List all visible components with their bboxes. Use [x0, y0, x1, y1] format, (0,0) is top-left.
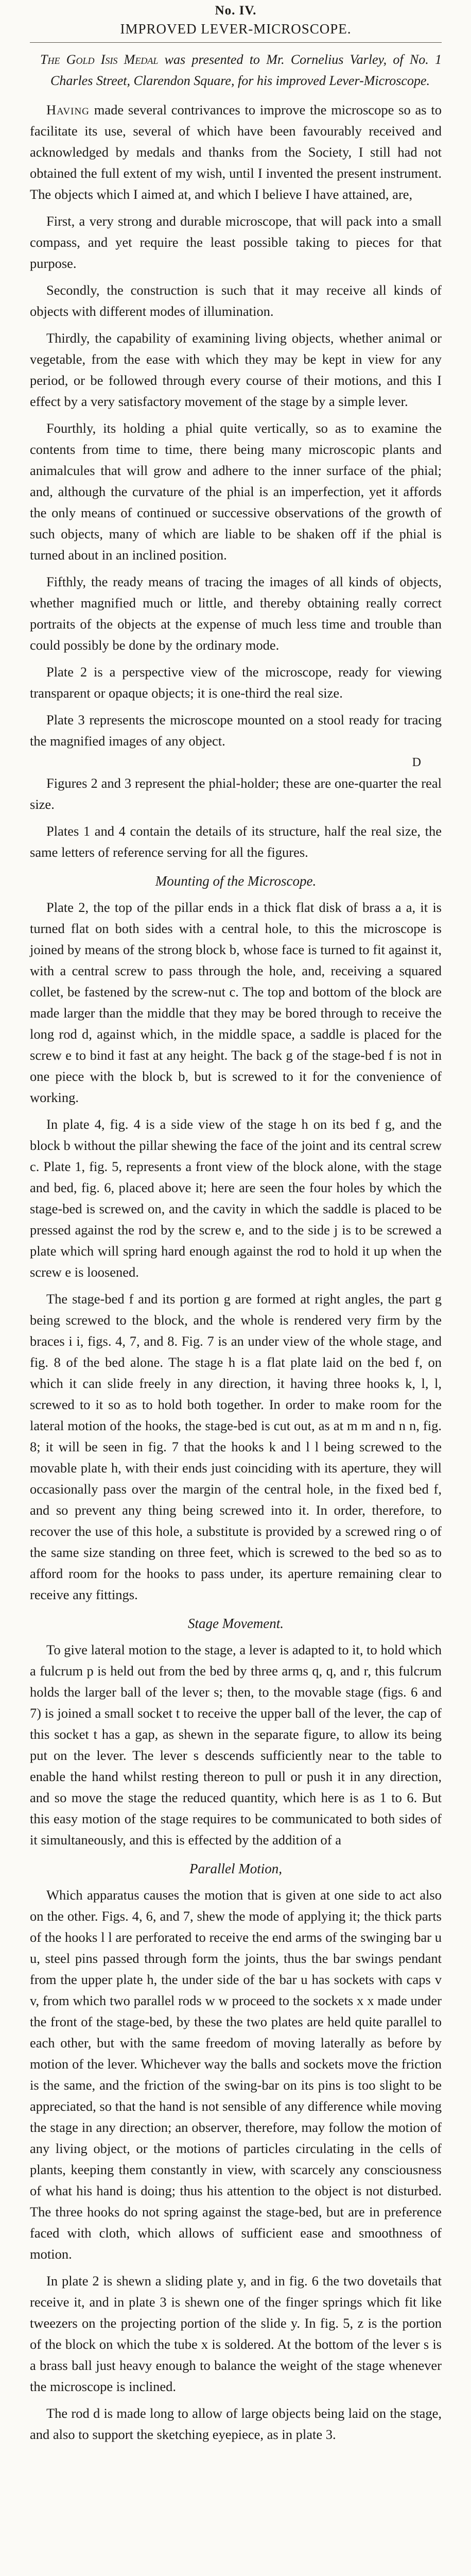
document-number: No. IV. [215, 4, 257, 18]
intro-paragraph-6: Fifthly, the ready means of tracing the images of all kinds of objects, whether magnified much or little, and thereby obtaining really correct portraits of the objects at the expense of much less time and trouble than could possibly be done by the ordinary mode. [30, 574, 442, 653]
intro-paragraph-1-text: made several contrivances to improve the microscope so as to facilitate its use, several of which have been favourably received and acknowledged by medals and thanks from the Society, I still had not obtained the full extent of my wish, until I invented the present instrument. The objects which I aimed at, and which I believe I have attained, are, [30, 102, 442, 202]
section-heading-mounting: Mounting of the Microscope. [155, 873, 317, 889]
intro-paragraph-3: Secondly, the construction is such that it may receive all kinds of objects with different modes of illumination. [30, 282, 442, 319]
intro-paragraph-2: First, a very strong and durable microscope, that will pack into a small compass, and yet require the least possible taking to pieces for that purpose. [30, 213, 442, 271]
stage-movement-paragraph-1: To give lateral motion to the stage, a lever is adapted to it, to hold which a fulcrum p is held out from the bed by three arms q, q, and r, this fulcrum holds the larger ball of the lever s; then, to the movable stage (figs. 6 and 7) is joined a small socket t to receive the upper ball of the lever, the cap of this socket t has a gap, as shewn in the separate figure, to allow its being put on the lever. The lever s descends sufficiently near to the table to enable the hand whilst resting thereon to pull or push it in any direction, and so move the stage the reduced quantity, which here is as 1 to 6. But this easy motion of the stage requires to be communicated to both sides of it simultaneously, and this is effected by the addition of a [30, 1642, 442, 1848]
intro-lead-word: Having [46, 102, 90, 117]
title-divider [30, 42, 442, 43]
section-heading-parallel-motion: Parallel Motion, [189, 1861, 282, 1876]
intro-paragraph-8: Plate 3 represents the microscope mounted on a stool ready for tracing the magnified images of any object. [30, 712, 442, 749]
signature-mark: D [412, 756, 421, 769]
document-page [30, 3, 442, 2451]
medal-note [30, 49, 442, 91]
intro-paragraph-10: Plates 1 and 4 contain the details of its structure, half the real size, the same letters of reference serving for all the figures. [30, 823, 442, 860]
document-title: IMPROVED LEVER-MICROSCOPE. [120, 21, 352, 37]
mounting-paragraph-3: The stage-bed f and its portion g are formed at right angles, the part g being screwed to the block, and the whole is rendered very firm by the braces i i, figs. 4, 7, and 8. Fig. 7 is an under view of the whole stage, and fig. 8 of the bed alone. The stage h is a flat plate laid on the bed f, on which it can slide freely in any direction, it having three hooks k, l, l, screwed to it so as to hold both together. In order to make room for the lateral motion of the hooks, the stage-bed is cut out, as at m m and n n, fig. 8; it will be seen in fig. 7 that the hooks k and l l being screwed to the movable plate h, with their ends just coinciding with its aperture, they will occasionally pass over the margin of the central hole, in the fixed bed f, and so prevent any thing being screwed into it. In order, therefore, to recover the use of this hole, a substitute is provided by a screwed ring o of the same size standing on three feet, which is screwed to the bed so as to afford room for the hooks to pass under, its aperture remaining clear to receive any fittings. [30, 1291, 442, 1602]
parallel-motion-paragraph-3: The rod d is made long to allow of large objects being laid on the stage, and also to support the sketching eyepiece, as in plate 3. [30, 2405, 442, 2442]
intro-paragraph-9: Figures 2 and 3 represent the phial-holder; these are one-quarter the real size. [30, 775, 442, 812]
section-heading-stage-movement: Stage Movement. [188, 1616, 284, 1631]
mounting-paragraph-1: Plate 2, the top of the pillar ends in a thick flat disk of brass a a, it is turned flat on both sides with a central hole, to this the microscope is joined by means of the strong block b, whose face is turned to fit against it, with a central screw to pass through the hole, and, receiving a squared collet, be fastened by the screw-nut c. The top and bottom of the block are made larger than the middle that they may be bored through to receive the long rod d, against which, in the middle space, a saddle is placed for the screw e to bind it fast at any height. The back g of the stage-bed f is not in one piece with the block b, but is screwed to it for the convenience of working. [30, 900, 442, 1105]
mounting-paragraph-2: In plate 4, fig. 4 is a side view of the stage h on its bed f g, and the block b without the pillar shewing the face of the joint and its central screw c. Plate 1, fig. 5, represents a front view of the block alone, with the stage and bed, fig. 6, placed above it; here are seen the four holes by which the stage-bed is screwed on, and the cavity in which the saddle is placed to be pressed against the rod by the screw e, and to the side j is to be screwed a plate which will spring hard enough against the rod to hold it up when the screw e is loosened. [30, 1116, 442, 1280]
intro-paragraph-5: Fourthly, its holding a phial quite vertically, so as to examine the contents from time to time, there being many microscopic plants and animalcules that will grow and adhere to the inner surface of the phial; and, although the curvature of the phial is an imperfection, yet it affords the only means of continued or successive observations of the growth of such objects, many of which are liable to be shaken off if the phial is turned about in an inclined position. [30, 420, 442, 563]
medal-note-text: was presented to Mr. Cornelius Varley, of No. 1 Charles Street, Clarendon Square, for his improved Lever-Microscope. [50, 52, 442, 88]
intro-paragraph-7: Plate 2 is a perspective view of the microscope, ready for viewing transparent or opaque objects; it is one-third the real size. [30, 664, 442, 701]
intro-paragraph-4: Thirdly, the capability of examining living objects, whether animal or vegetable, from the ease with which they may be kept in view for any period, or be followed through every course of their motions, and this I effect by a very satisfactory movement of the stage by a simple lever. [30, 330, 442, 409]
intro-paragraph-1 [30, 99, 442, 205]
body-text [30, 99, 442, 2445]
parallel-motion-paragraph-1: Which apparatus causes the motion that is given at one side to act also on the other. Figs. 4, 6, and 7, shew the mode of applying it; the thick parts of the hooks l l are perforated to receive the end arms of the swinging bar u u, steel pins passed through form the joints, thus the bar swings pendant from the upper plate h, the under side of the bar u has sockets with caps v v, from which two parallel rods w w proceed to the sockets x x made under the front of the stage-bed, by these the two plates are held quite parallel to each other, but with the same freedom of moving laterally as before by motion of the lever. Whichever way the balls and sockets move the friction is the same, and the friction of the swing-bar on its pins is too slight to be appreciated, so that the hand is not sensible of any difference while moving the stage in any direction; an observer, therefore, may follow the motion of any living object, or the motions of particles circulating in the cells of plants, keeping them constantly in view, with scarcely any consciousness of what his hand is doing; thus his attention to the object is not disturbed. The three hooks do not spring against the stage-bed, but are in preference faced with cloth, which allows of sufficient ease and smoothness of motion. [30, 1887, 442, 2262]
parallel-motion-paragraph-2: In plate 2 is shewn a sliding plate y, and in fig. 6 the two dovetails that receive it, and in plate 3 is shewn one of the finger springs which fit like tweezers on the projecting portion of the slide y. In fig. 5, z is the portion of the block on which the tube x is soldered. At the bottom of the lever s is a brass ball just heavy enough to balance the weight of the stage whenever the microscope is inclined. [30, 2273, 442, 2394]
medal-note-lead: The Gold Isis Medal [40, 52, 159, 67]
